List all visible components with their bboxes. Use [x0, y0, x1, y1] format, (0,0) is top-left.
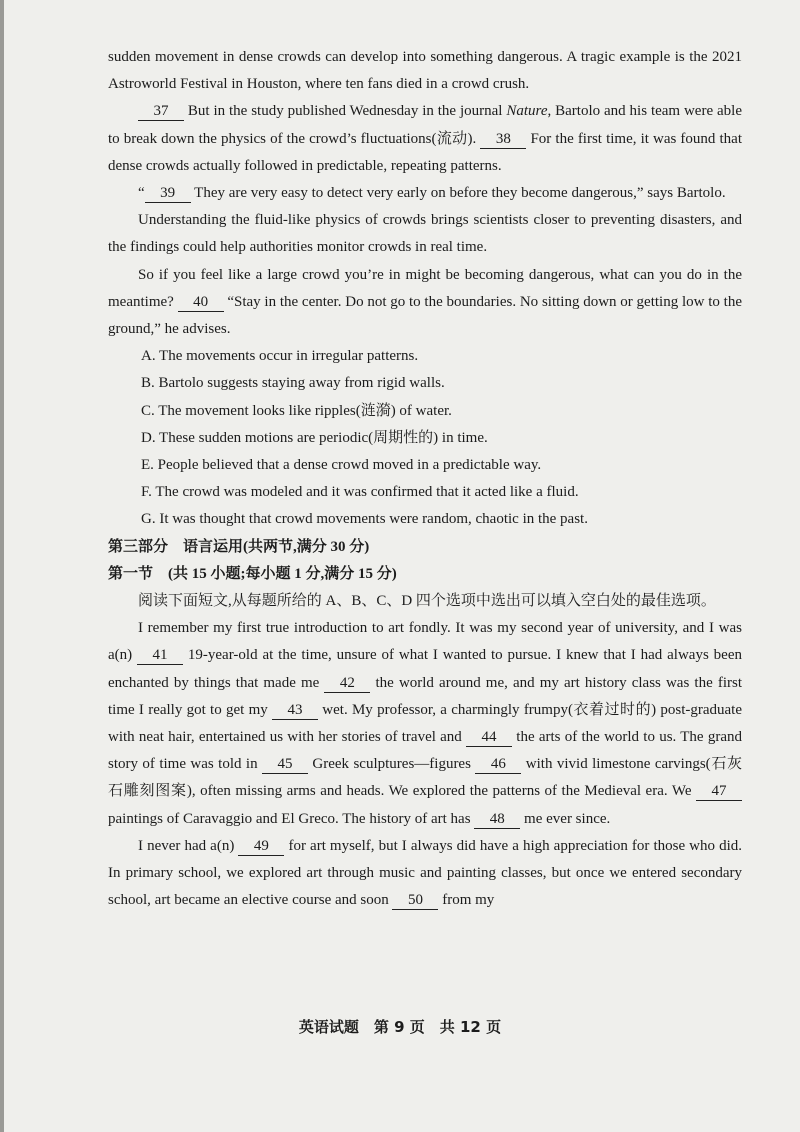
passage-paragraph: Understanding the fluid-like physics of crowds brings scientists closer to preventing disasters, and the findings could help authorities monitor crowds in real time. — [108, 212, 742, 256]
blank-48[interactable]: 48 — [474, 810, 520, 829]
blank-38[interactable]: 38 — [480, 130, 526, 149]
option-c: C. The movement looks like ripples(涟漪) of water. — [141, 402, 452, 419]
passage-paragraph: 37 But in the study published Wednesday in the journal Nature, Bartolo and his team were able to break down the physics of the crowd’s fluctuations(流动). 38 For the first time, it was found that dense crowds actually followed in predictable, repeating patterns. — [108, 103, 742, 174]
blank-49[interactable]: 49 — [238, 837, 284, 856]
option-a: A. The movements occur in irregular patterns. — [141, 348, 419, 365]
passage-paragraph: So if you feel like a large crowd you’re in might be becoming dangerous, what can you do in the meantime? 40 “Stay in the center. Do not go to the boundaries. No sitting down or getting low to the ground,” he advises. — [108, 266, 742, 338]
page-footer: 英语试题 第 9 页 共 12 页 — [298, 1018, 502, 1036]
blank-45[interactable]: 45 — [262, 755, 308, 774]
blank-43[interactable]: 43 — [272, 701, 318, 720]
option-f: F. The crowd was modeled and it was confirmed that it acted like a fluid. — [141, 484, 579, 501]
journal-name: Nature — [506, 103, 548, 120]
blank-44[interactable]: 44 — [466, 728, 512, 747]
blank-46[interactable]: 46 — [475, 755, 521, 774]
instruction: 阅读下面短文,从每题所给的 A、B、C、D 四个选项中选出可以填入空白处的最佳选项。 — [138, 593, 716, 610]
blank-39[interactable]: 39 — [145, 184, 191, 203]
blank-50[interactable]: 50 — [392, 891, 438, 910]
option-d: D. These sudden motions are periodic(周期性的) in time. — [141, 429, 488, 446]
section-1-header: 第一节 (共 15 小题;每小题 1 分,满分 15 分) — [108, 565, 397, 582]
blank-40[interactable]: 40 — [178, 293, 224, 312]
option-e: E. People believed that a dense crowd moved in a predictable way. — [141, 457, 542, 474]
passage-paragraph: sudden movement in dense crowds can develop into something dangerous. A tragic example is the 2021 Astroworld Festival in Houston, where ten fans died in a crowd crush. — [108, 49, 742, 93]
blank-47[interactable]: 47 — [696, 782, 742, 801]
passage-paragraph: I never had a(n) 49 for art myself, but I always did have a high appreciation for those who did. In primary school, we explored art through music and painting classes, but once we entered secondary school, art became an elective course and soon 50 from my — [108, 837, 742, 909]
passage-paragraph: I remember my first true introduction to art fondly. It was my second year of university, and I was a(n) 41 19-year-old at the time, unsure of what I wanted to pursue. I knew that I had always been enchanted by things that made me 42 the world around me, and my art history class was the first time I really got to get my 43 wet. My professor, a charmingly frumpy(衣着过时的) post-graduate with neat hair, entertained us with her stories of travel and 44 the arts of the world to us. The grand story of time was told in 45 Greek sculptures—figures 46 with vivid limestone carvings(石灰石雕刻图案), often missing arms and heads. We explored the patterns of the Medieval era. We 47 paintings of Caravaggio and El Greco. The history of art has 48 me ever since. — [108, 620, 742, 827]
option-g: G. It was thought that crowd movements were random, chaotic in the past. — [141, 511, 588, 528]
blank-42[interactable]: 42 — [324, 674, 370, 693]
scan-edge-shadow — [0, 0, 4, 1132]
blank-37[interactable]: 37 — [138, 102, 184, 121]
section-3-header: 第三部分 语言运用(共两节,满分 30 分) — [108, 538, 370, 555]
passage-paragraph: “ 39 They are very easy to detect very early on before they become dangerous,” says Bartolo. — [138, 185, 726, 202]
option-b: B. Bartolo suggests staying away from rigid walls. — [141, 375, 445, 392]
page-body — [108, 44, 742, 915]
blank-41[interactable]: 41 — [137, 646, 183, 665]
